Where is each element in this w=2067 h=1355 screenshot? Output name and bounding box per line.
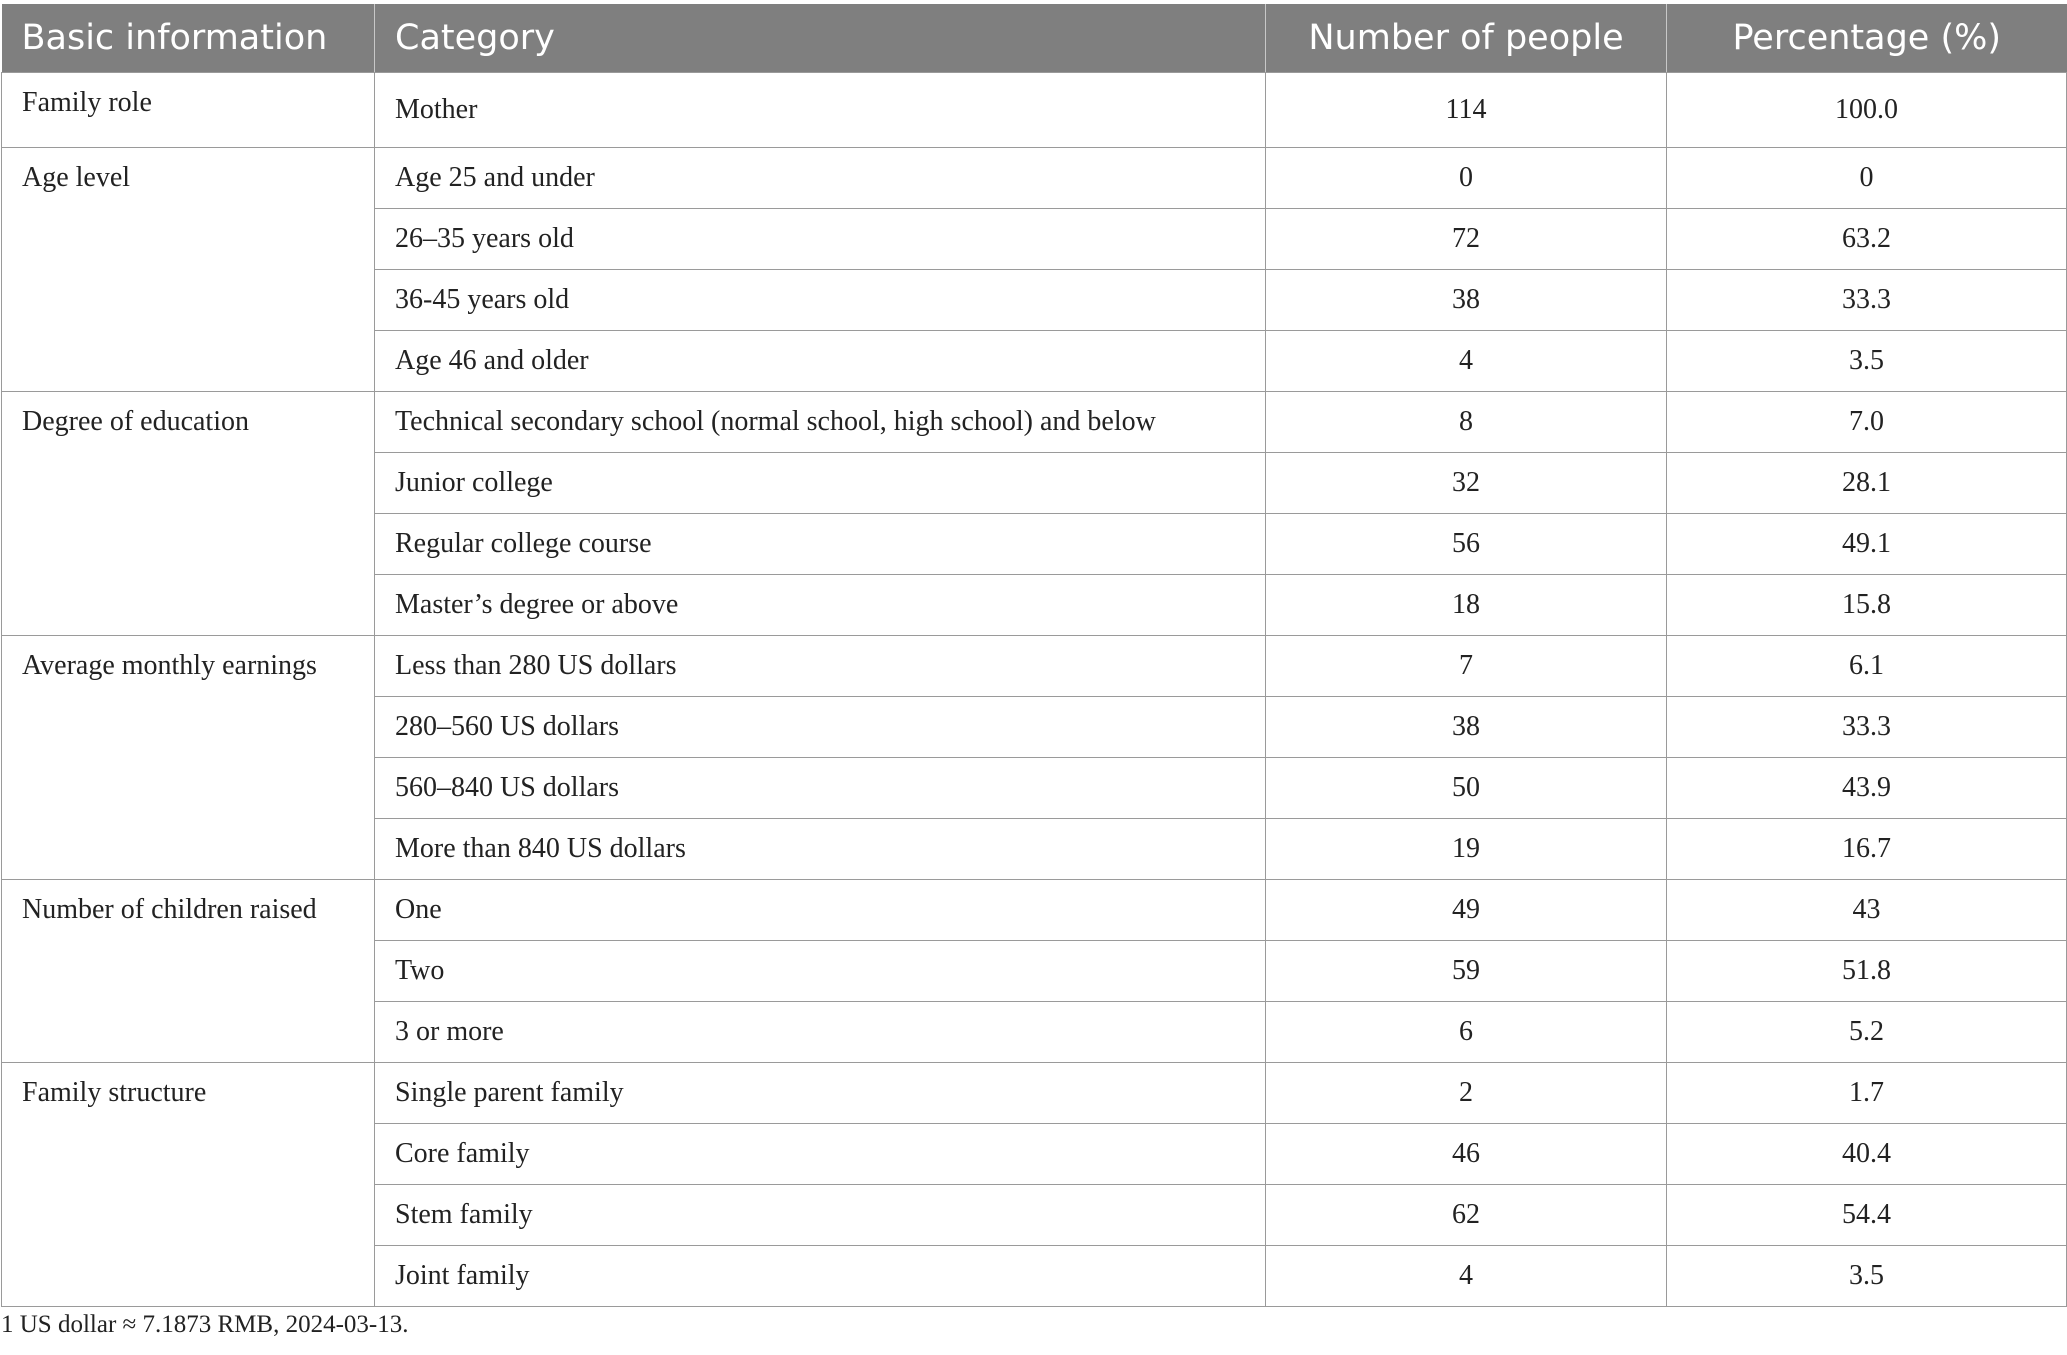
percent-cell: 40.4 (1667, 1124, 2067, 1185)
percent-cell: 15.8 (1667, 575, 2067, 636)
percent-cell: 16.7 (1667, 819, 2067, 880)
percent-cell: 28.1 (1667, 453, 2067, 514)
percent-cell: 5.2 (1667, 1002, 2067, 1063)
footnote: 1 US dollar ≈ 7.1873 RMB, 2024-03-13. (1, 1311, 409, 1338)
percent-cell: 43.9 (1667, 758, 2067, 819)
group-label: Family structure (2, 1063, 375, 1307)
group-label: Age level (2, 148, 375, 392)
count-cell: 59 (1266, 941, 1667, 1002)
category-cell: Master’s degree or above (375, 575, 1266, 636)
header-basic-information: Basic information (2, 4, 375, 73)
percent-cell: 6.1 (1667, 636, 2067, 697)
table-row (2, 73, 2067, 148)
group-label: Average monthly earnings (2, 636, 375, 880)
table-row (2, 880, 2067, 941)
count-cell: 46 (1266, 1124, 1667, 1185)
category-cell: 3 or more (375, 1002, 1266, 1063)
category-cell: Age 46 and older (375, 331, 1266, 392)
count-cell: 7 (1266, 636, 1667, 697)
count-cell: 62 (1266, 1185, 1667, 1246)
count-cell: 4 (1266, 1246, 1667, 1307)
count-cell: 19 (1266, 819, 1667, 880)
percent-cell: 1.7 (1667, 1063, 2067, 1124)
percent-cell: 7.0 (1667, 392, 2067, 453)
count-cell: 49 (1266, 880, 1667, 941)
table-row (2, 636, 2067, 697)
count-cell: 56 (1266, 514, 1667, 575)
category-cell: Single parent family (375, 1063, 1266, 1124)
percent-cell: 0 (1667, 148, 2067, 209)
count-cell: 2 (1266, 1063, 1667, 1124)
count-cell: 4 (1266, 331, 1667, 392)
count-cell: 0 (1266, 148, 1667, 209)
percent-cell: 49.1 (1667, 514, 2067, 575)
category-cell: Regular college course (375, 514, 1266, 575)
header-percentage: Percentage (%) (1667, 4, 2067, 73)
group-label: Number of children raised (2, 880, 375, 1063)
table-header (2, 4, 2067, 73)
category-cell: Core family (375, 1124, 1266, 1185)
header-number-of-people: Number of people (1266, 4, 1667, 73)
category-cell: Age 25 and under (375, 148, 1266, 209)
table-row (2, 1063, 2067, 1124)
category-cell: Junior college (375, 453, 1266, 514)
category-cell: 280–560 US dollars (375, 697, 1266, 758)
header-row (2, 4, 2067, 73)
percent-cell: 33.3 (1667, 270, 2067, 331)
category-cell: Two (375, 941, 1266, 1002)
count-cell: 114 (1266, 73, 1667, 148)
percent-cell: 43 (1667, 880, 2067, 941)
category-cell: 36-45 years old (375, 270, 1266, 331)
percent-cell: 3.5 (1667, 1246, 2067, 1307)
percent-cell: 51.8 (1667, 941, 2067, 1002)
count-cell: 38 (1266, 697, 1667, 758)
percent-cell: 63.2 (1667, 209, 2067, 270)
percent-cell: 3.5 (1667, 331, 2067, 392)
category-cell: More than 840 US dollars (375, 819, 1266, 880)
category-cell: Stem family (375, 1185, 1266, 1246)
table-row (2, 148, 2067, 209)
header-category: Category (375, 4, 1266, 73)
group-label: Degree of education (2, 392, 375, 636)
table-row (2, 392, 2067, 453)
category-cell: Joint family (375, 1246, 1266, 1307)
table-body (2, 73, 2067, 1307)
percent-cell: 33.3 (1667, 697, 2067, 758)
category-cell: Technical secondary school (normal school, high school) and below (375, 392, 1266, 453)
count-cell: 38 (1266, 270, 1667, 331)
percent-cell: 100.0 (1667, 73, 2067, 148)
count-cell: 8 (1266, 392, 1667, 453)
count-cell: 72 (1266, 209, 1667, 270)
category-cell: Less than 280 US dollars (375, 636, 1266, 697)
group-label: Family role (2, 73, 375, 148)
percent-cell: 54.4 (1667, 1185, 2067, 1246)
category-cell: 560–840 US dollars (375, 758, 1266, 819)
count-cell: 32 (1266, 453, 1667, 514)
category-cell: Mother (375, 73, 1266, 148)
count-cell: 18 (1266, 575, 1667, 636)
demographics-table (1, 4, 2067, 1307)
count-cell: 6 (1266, 1002, 1667, 1063)
category-cell: 26–35 years old (375, 209, 1266, 270)
category-cell: One (375, 880, 1266, 941)
count-cell: 50 (1266, 758, 1667, 819)
data-table-container (1, 4, 2066, 1307)
